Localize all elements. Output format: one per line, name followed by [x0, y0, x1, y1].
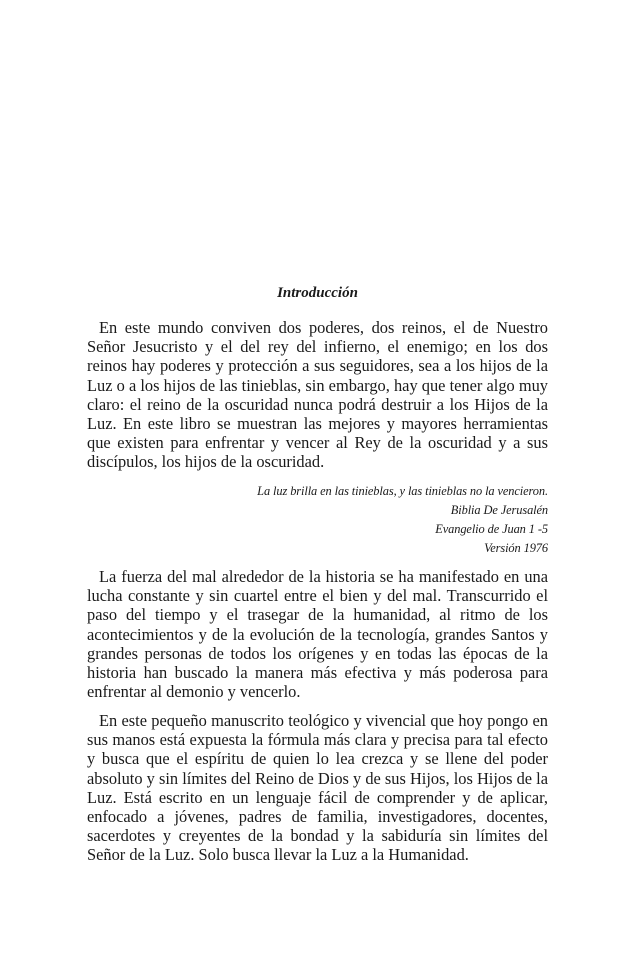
paragraph-block — [87, 318, 548, 472]
epigraph-reference: Evangelio de Juan 1 -5 — [435, 522, 548, 536]
body-paragraph: En este pequeño manuscrito teológico y vivencial que hoy pongo en sus manos está expuesta la fórmula más clara y precisa para tal efecto y busca que el espíritu de quien lo lea crezca y se llene del poder absoluto y sin límites del Reino de Dios y de sus Hijos, los Hijos de la Luz. Está escrito en un lenguaje fácil de comprender y de aplicar, enfocado a jóvenes, padres de familia, investigadores, docentes, sacerdotes y creyentes de la bondad y la sabiduría sin límites del Señor de la Luz. Solo busca llevar la Luz a la Humanidad. — [87, 711, 548, 865]
paragraph-block — [87, 711, 548, 865]
epigraph-version: Versión 1976 — [484, 541, 548, 555]
epigraph-source: Biblia De Jerusalén — [450, 503, 548, 517]
page-title: Introducción — [277, 285, 358, 301]
epigraph — [87, 482, 548, 558]
body-paragraph: La fuerza del mal alrededor de la historia se ha manifestado en una lucha constante y sin cuartel entre el bien y del mal. Transcurrido el paso del tiempo y el trasegar de la humanidad, al ritmo de los acontecimientos y de la evolución de la tecnología, grandes Santos y grandes personas de todos los orígenes y en todas las épocas de la historia han buscado la manera más efectiva y más poderosa para enfrentar al demonio y vencerlo. — [87, 567, 548, 702]
intro-paragraph: En este mundo conviven dos poderes, dos reinos, el de Nuestro Señor Jesucristo y el del rey del infierno, el enemigo; en los dos reinos hay poderes y protección a sus seguidores, sea a los hijos de la Luz o a los hijos de las tinieblas, sin embargo, hay que tener algo muy claro: el reino de la oscuridad nunca podrá destruir a los Hijos de la Luz. En este libro se muestran las mejores y mayores herramientas que existen para enfrentar y vencer al Rey de la oscuridad y a sus discípulos, los hijos de la oscuridad. — [87, 318, 548, 472]
epigraph-quote: La luz brilla en las tinieblas, y las tinieblas no la vencieron. — [257, 484, 548, 498]
paragraph-block — [87, 567, 548, 701]
